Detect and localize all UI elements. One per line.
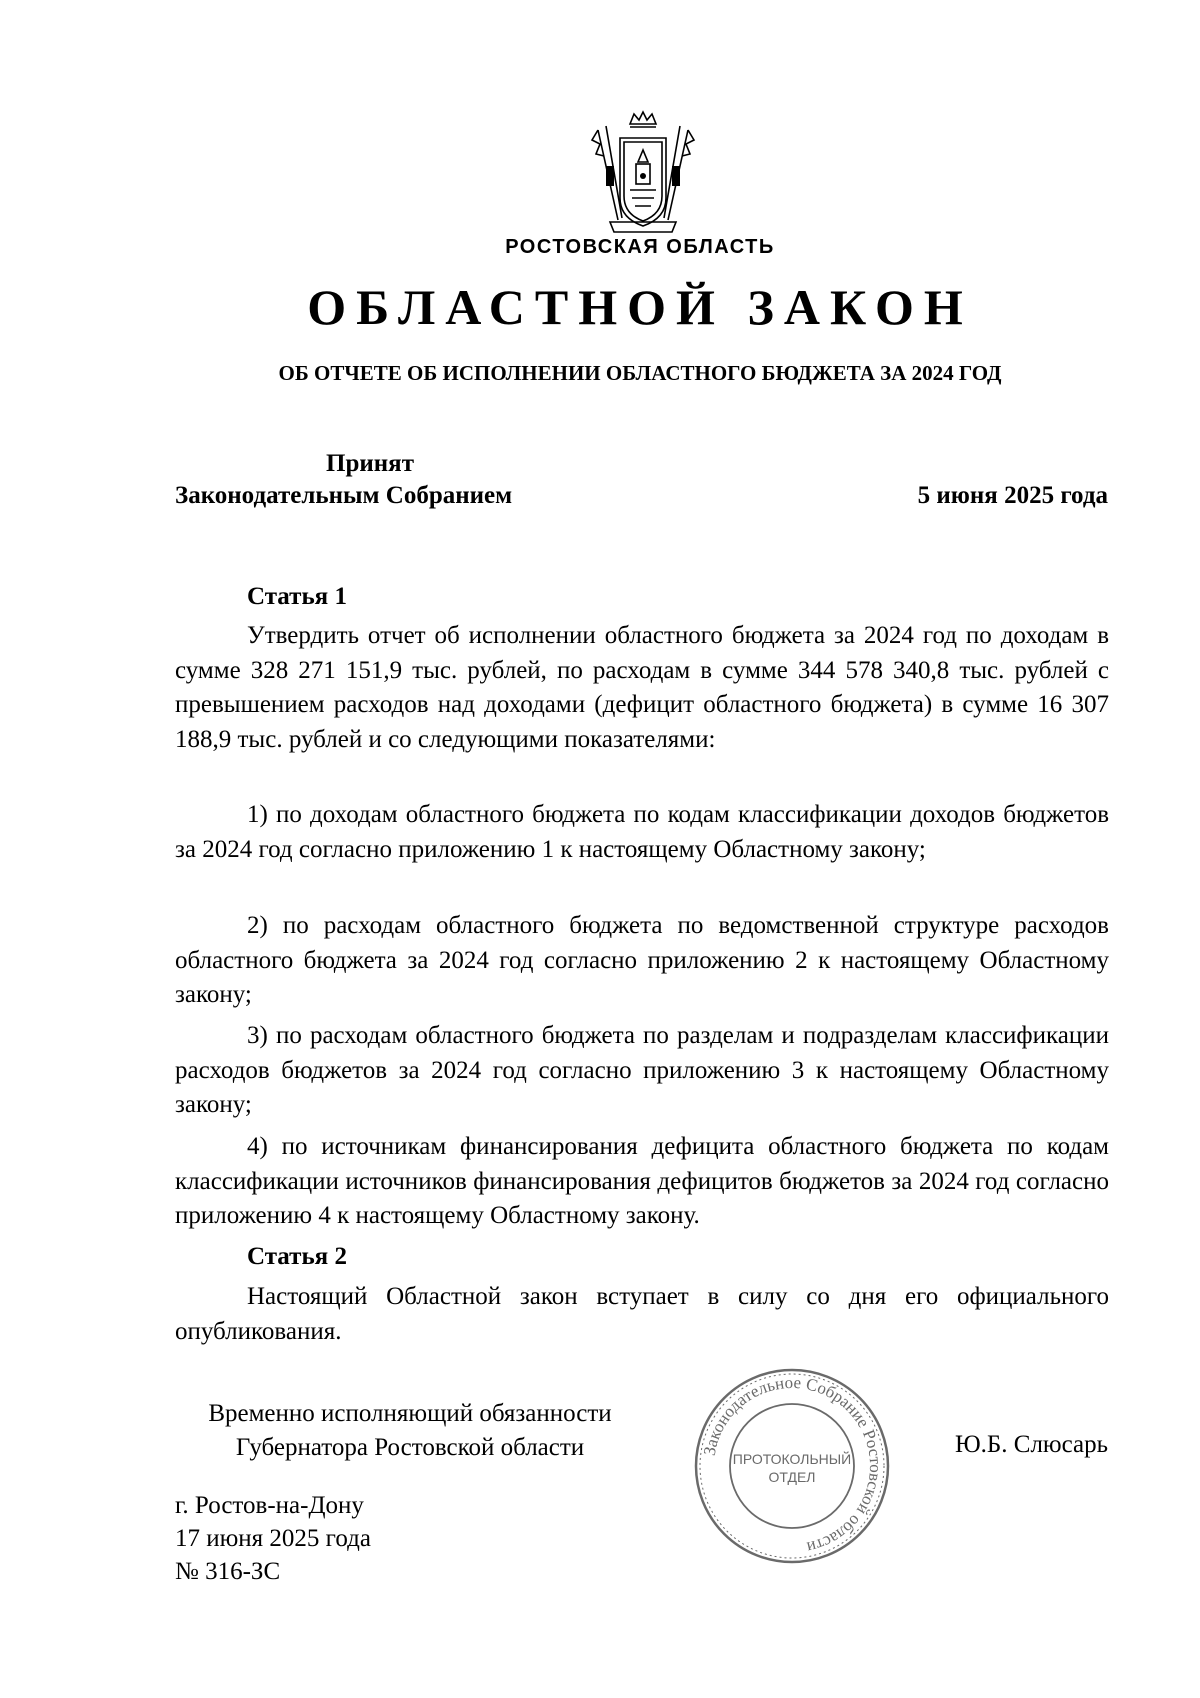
adoption-date: 5 июня 2025 года	[917, 482, 1108, 509]
article-1-item-3: 3) по расходам областного бюджета по разделам и подразделам классификации расходов бюджетов за 2024 год согласно приложению 3 к настоящему Областному закону;	[175, 1022, 1109, 1118]
stamp-inner-line-1: ПРОТОКОЛЬНЫЙ	[732, 1451, 852, 1467]
article-2-paragraph: Настоящий Областной закон вступает в силу со дня его официального опубликования.	[175, 1283, 1109, 1345]
signatory-role-line-2: Губернатора Ростовской области	[235, 1434, 585, 1461]
signing-date: 17 июня 2025 года	[175, 1525, 371, 1552]
signing-details	[175, 1489, 371, 1588]
article-1-item-4: 4) по источникам финансирования дефицита областного бюджета по кодам классификации источников финансирования дефицитов бюджетов за 2024 год согласно приложению 4 к настоящему Областному закону.	[175, 1133, 1109, 1229]
coat-of-arms-icon	[588, 110, 698, 238]
law-number: № 316-ЗС	[175, 1558, 281, 1585]
law-title: ОБЛАСТНОЙ ЗАКОН	[307, 279, 973, 335]
signatory-name: Ю.Б. Слюсарь	[954, 1431, 1108, 1458]
signatory-role	[170, 1397, 650, 1465]
article-1-item-2: 2) по расходам областного бюджета по ведомственной структуре расходов областного бюджета за 2024 год согласно приложению 2 к настоящему Областному закону;	[175, 912, 1109, 1008]
region-name: РОСТОВСКАЯ ОБЛАСТЬ	[505, 236, 775, 258]
article-1-item-1: 1) по доходам областного бюджета по кодам классификации доходов бюджетов за 2024 год согласно приложению 1 к настоящему Областному закону;	[175, 801, 1109, 863]
adopted-label: Принят	[326, 450, 414, 477]
article-1-heading: Статья 1	[247, 583, 347, 610]
signatory-role-line-1: Временно исполняющий обязанности	[208, 1400, 612, 1427]
signing-city: г. Ростов-на-Дону	[175, 1492, 364, 1519]
article-1-paragraph: Утвердить отчет об исполнении областного бюджета за 2024 год по доходам в сумме 328 271 151,9 тыс. рублей, по расходам в сумме 344 578 340,8 тыс. рублей с превышением расходов над доходами (дефицит областного бюджета) в сумме 16 307 188,9 тыс. рублей и со следующими показателями:	[175, 622, 1109, 753]
law-subtitle: ОБ ОТЧЕТЕ ОБ ИСПОЛНЕНИИ ОБЛАСТНОГО БЮДЖЕТА ЗА 2024 ГОД	[278, 361, 1002, 385]
article-2-heading: Статья 2	[247, 1243, 347, 1270]
official-stamp	[692, 1366, 892, 1566]
stamp-inner-line-2: ОТДЕЛ	[768, 1469, 816, 1485]
adopted-by: Законодательным Собранием	[175, 482, 513, 509]
stamp-outer-text: Законодательное Собрание Ростовской области	[699, 1372, 886, 1558]
